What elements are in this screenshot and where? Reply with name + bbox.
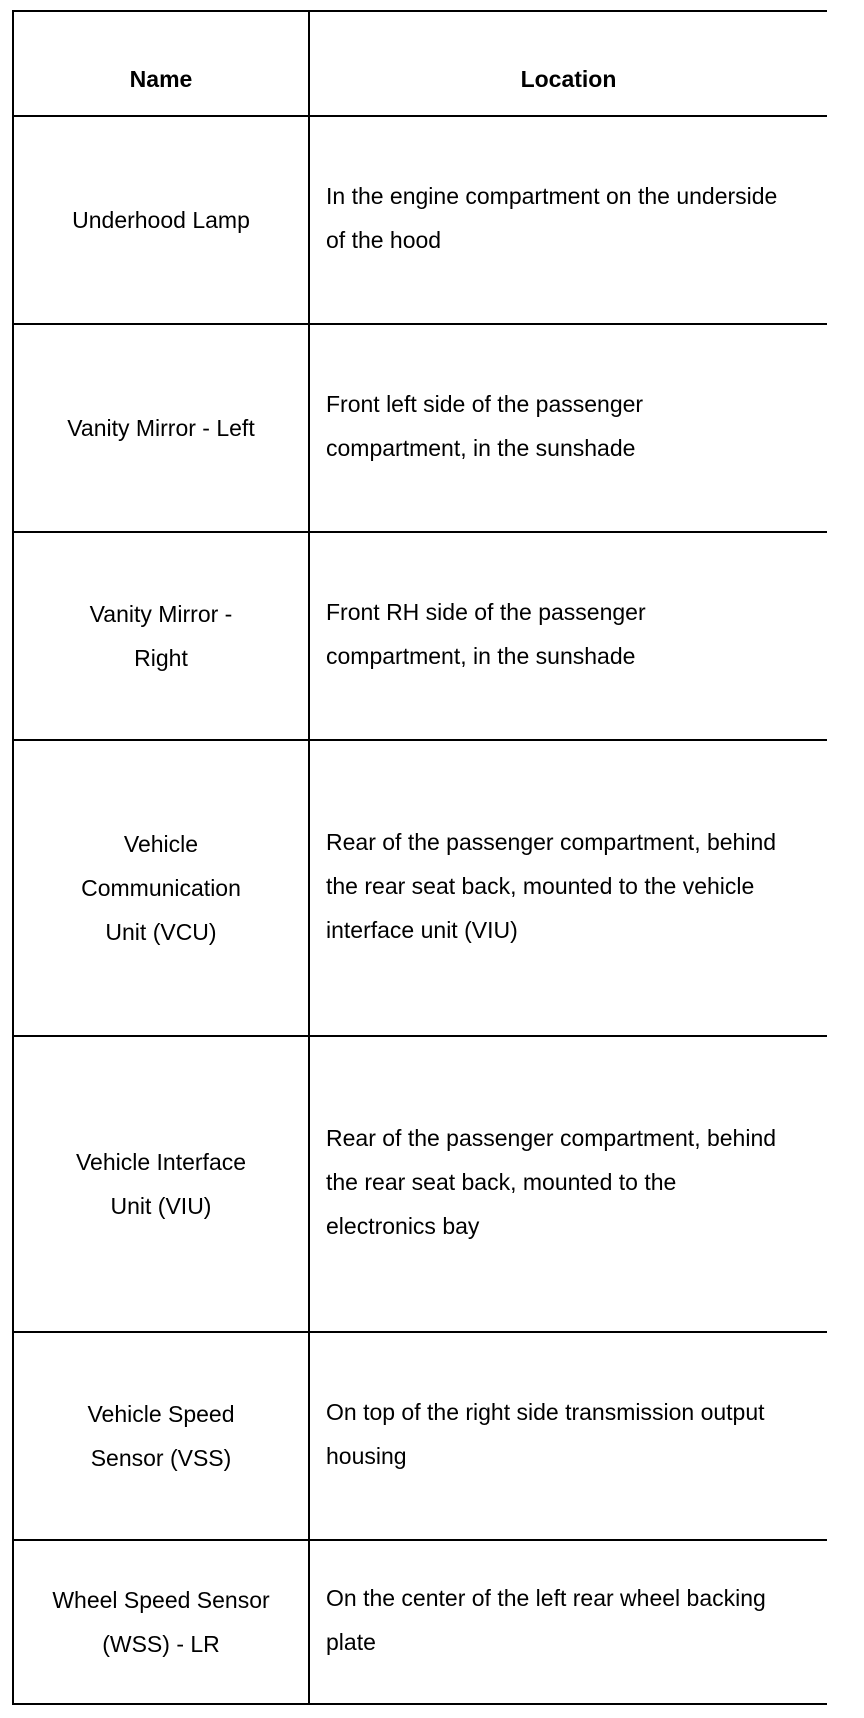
component-location: On top of the right side transmission output housing	[326, 1399, 765, 1469]
table-row	[13, 324, 827, 532]
component-name: Vehicle Interface Unit (VIU)	[75, 1149, 247, 1219]
component-location-table	[12, 10, 827, 1705]
table-row	[13, 740, 827, 1036]
component-location: Rear of the passenger compartment, behind the rear seat back, mounted to the electronics bay	[326, 1125, 777, 1239]
component-location-cell	[309, 324, 827, 532]
component-name: Vehicle Speed Sensor (VSS)	[87, 1401, 235, 1471]
table-header	[13, 11, 827, 116]
component-location-cell	[309, 1332, 827, 1540]
table-row	[13, 116, 827, 324]
component-name: Vanity Mirror - Right	[89, 601, 233, 671]
component-location: Front RH side of the passenger compartment, in the sunshade	[326, 599, 646, 669]
component-name-cell	[13, 1332, 309, 1540]
component-name: Vanity Mirror - Left	[67, 415, 255, 441]
component-location: Front left side of the passenger compartment, in the sunshade	[326, 391, 644, 461]
header-row	[13, 11, 827, 116]
component-name-cell	[13, 1036, 309, 1332]
component-name-cell	[13, 532, 309, 740]
table-body	[13, 116, 827, 1704]
component-location-cell	[309, 1540, 827, 1704]
component-name-cell	[13, 324, 309, 532]
table-row	[13, 1036, 827, 1332]
component-location-cell	[309, 740, 827, 1036]
component-location: Rear of the passenger compartment, behind the rear seat back, mounted to the vehicle interface unit (VIU)	[326, 829, 777, 943]
component-location: On the center of the left rear wheel backing plate	[326, 1585, 766, 1655]
component-name-cell	[13, 1540, 309, 1704]
component-location-table-wrapper	[12, 10, 826, 1705]
column-header-location: Location	[309, 11, 827, 116]
component-name-cell	[13, 116, 309, 324]
component-name: Vehicle Communication Unit (VCU)	[81, 831, 241, 945]
component-location-cell	[309, 116, 827, 324]
table-row	[13, 1540, 827, 1704]
component-name-cell	[13, 740, 309, 1036]
component-location: In the engine compartment on the underside of the hood	[326, 183, 778, 253]
component-location-cell	[309, 1036, 827, 1332]
component-name: Wheel Speed Sensor (WSS) - LR	[52, 1587, 270, 1657]
table-row	[13, 532, 827, 740]
component-location-cell	[309, 532, 827, 740]
component-name: Underhood Lamp	[72, 207, 250, 233]
table-row	[13, 1332, 827, 1540]
column-header-name: Name	[13, 11, 309, 116]
